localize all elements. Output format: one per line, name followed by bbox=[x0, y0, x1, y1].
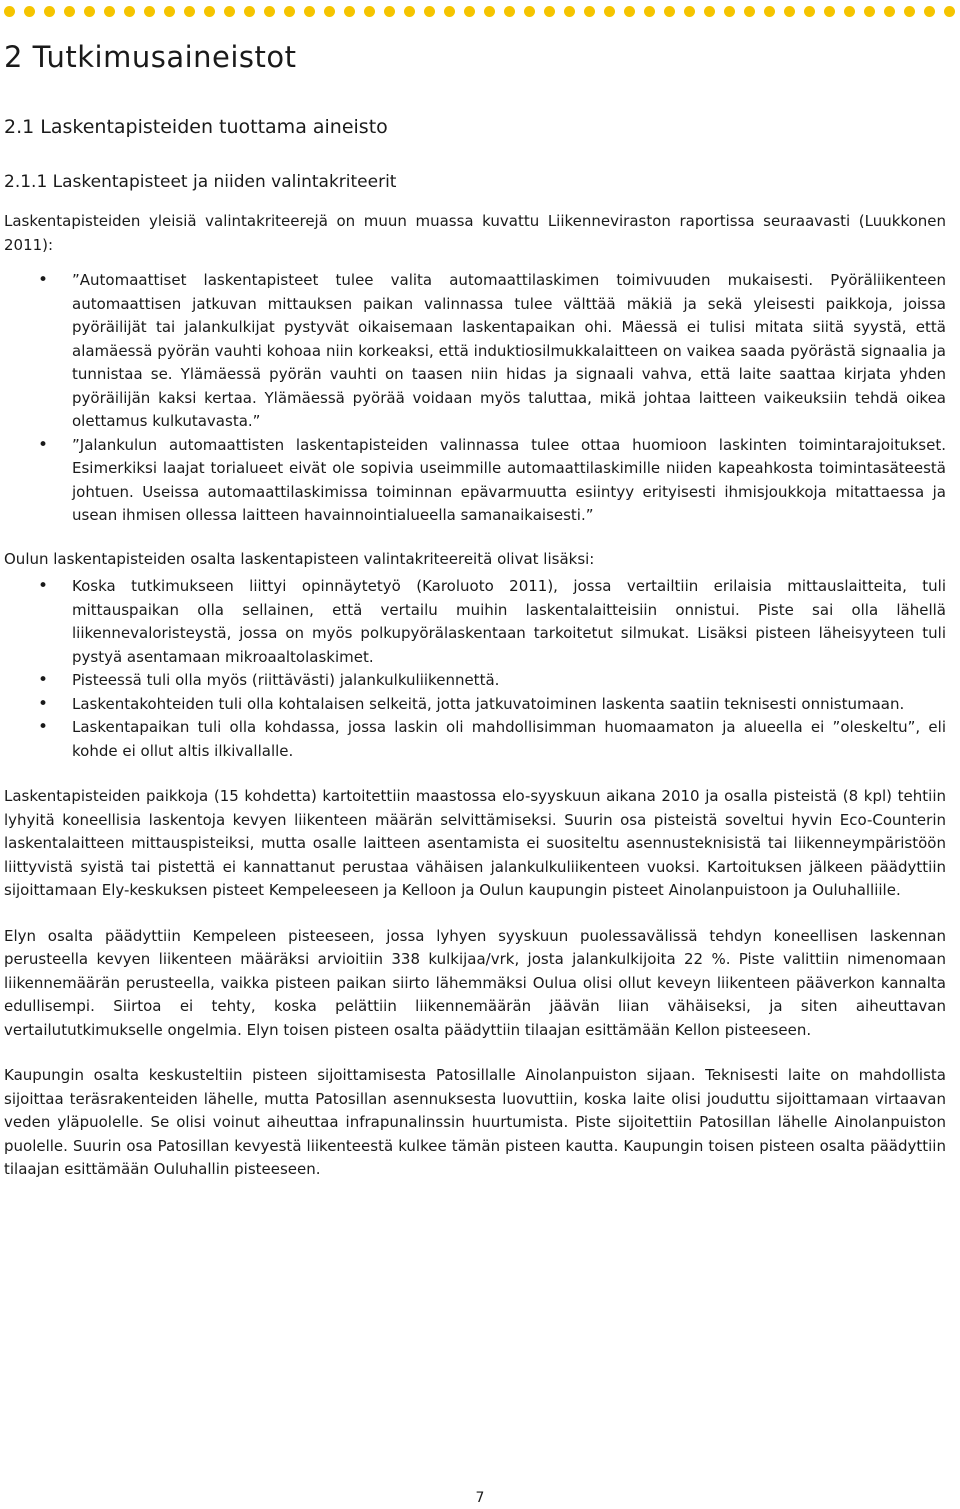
header-dot bbox=[544, 6, 555, 17]
page-number: 7 bbox=[475, 1490, 485, 1506]
header-dot bbox=[864, 6, 875, 17]
header-dot bbox=[424, 6, 435, 17]
chapter-heading: 2 Tutkimusaineistot bbox=[4, 40, 297, 74]
header-dot-decoration bbox=[0, 0, 960, 22]
quote-item-walking: • ”Jalankulun automaattisten laskentapisteiden valinnassa tulee ottaa huomioon laskinten toimintarajoitukset. Esimerkiksi laajat torialueet eivät ole sopivia useimmille automaattilaskimille niiden kapeahkosta toimintasäteestä johtuen. Useissa automaattilaskimissa toiminnan epävarmuutta esiintyy erityisesti ihmisjoukkoja mitattaessa ja usean ihmisen ollessa laitteen havainnointialueella samanaikaisesti.” bbox=[72, 434, 946, 528]
header-dot bbox=[364, 6, 375, 17]
header-dot bbox=[464, 6, 475, 17]
header-dot bbox=[204, 6, 215, 17]
header-dot bbox=[744, 6, 755, 17]
header-dot bbox=[604, 6, 615, 17]
header-dot bbox=[284, 6, 295, 17]
header-dot bbox=[264, 6, 275, 17]
header-dot bbox=[124, 6, 135, 17]
header-dot bbox=[944, 6, 955, 17]
oulu-criteria-intro: Oulun laskentapisteiden osalta laskentapisteen valintakriteereitä olivat lisäksi: bbox=[4, 549, 595, 568]
criteria-item: • Laskentapaikan tuli olla kohdassa, jossa laskin oli mahdollisimman huomaamaton ja alueella ei ”oleskeltu”, eli kohde ei ollut altis ilkivallalle. bbox=[72, 716, 946, 763]
oulu-criteria-list bbox=[4, 575, 946, 763]
header-dot bbox=[244, 6, 255, 17]
header-dot bbox=[164, 6, 175, 17]
section-heading: 2.1 Laskentapisteiden tuottama aineisto bbox=[4, 116, 388, 138]
body-paragraph: Kaupungin osalta keskusteltiin pisteen sijoittamisesta Patosillalle Ainolanpuiston sijaan. Teknisesti laite on mahdollista sijoittaa teräsrakenteiden lähelle, mutta Patosillan asennuksesta luovuttiin, koska laite olisi jouduttu sijoittamaan virtaavan veden yläpuolelle. Se olisi voinut aiheuttaa infrapunalinssin huurtumista. Piste sijoitettiin Patosillan lähelle Ainolanpuiston puolelle. Suurin osa Patosillan kevyestä liikenteestä kulkee tämän pisteen kautta. Kaupungin toisen pisteen osalta päädyttiin tilaajan esittämään Ouluhallin pisteeseen. bbox=[4, 1066, 946, 1179]
header-dot bbox=[724, 6, 735, 17]
subsection-heading: 2.1.1 Laskentapisteet ja niiden valintakriteerit bbox=[4, 171, 397, 192]
header-dot bbox=[4, 6, 15, 17]
header-dot bbox=[224, 6, 235, 17]
body-paragraph: Laskentapisteiden paikkoja (15 kohdetta) kartoitettiin maastossa elo-syyskuun aikana 2010 ja osalla pisteistä (8 kpl) tehtiin lyhyitä koneellisia laskentoja kevyen liikenteen määrän selvittämiseksi. Suurin osa pisteistä soveltui hyvin Eco-Counterin laskentalaitteen mittauspisteiksi, mutta osalle laitteen asentamista ei suositeltu asennusteknisistä tai liikenneympäristöön liittyvistä syistä tai pistettä ei kannattanut perustaa vähäisen jalankulkuliikenteen vuoksi. Kartoituksen jälkeen päädyttiin sijoittamaan Ely-keskuksen pisteet Kempeleeseen ja Kelloon ja Oulun kaupungin pisteet Ainolanpuistoon ja Ouluhalliile. bbox=[4, 787, 946, 900]
header-dot bbox=[764, 6, 775, 17]
header-dot bbox=[824, 6, 835, 17]
header-dot bbox=[704, 6, 715, 17]
header-dot bbox=[664, 6, 675, 17]
header-dot bbox=[644, 6, 655, 17]
criteria-item: • Koska tutkimukseen liittyi opinnäytetyö (Karoluoto 2011), jossa vertailtiin erilaisia mittauslaitteita, tuli mittauspaikan olla sellainen, että vertailu muihin laskentalaitteisiin onnistui. Piste sai olla lähellä liikennevaloristeystä, jossa on myös polkupyörälaskentaan tarkoitetut silmukat. Lisäksi pisteen läheisyyteen tuli pystyä asentamaan mikroaaltolaskimet. bbox=[72, 575, 946, 669]
header-dot bbox=[404, 6, 415, 17]
header-dot bbox=[24, 6, 35, 17]
header-dot bbox=[584, 6, 595, 17]
quote-list bbox=[4, 269, 946, 528]
header-dot bbox=[904, 6, 915, 17]
header-dot bbox=[304, 6, 315, 17]
document-page bbox=[4, 40, 946, 1182]
header-dot bbox=[524, 6, 535, 17]
header-dot bbox=[884, 6, 895, 17]
header-dot bbox=[784, 6, 795, 17]
header-dot bbox=[64, 6, 75, 17]
header-dot bbox=[44, 6, 55, 17]
header-dot bbox=[564, 6, 575, 17]
criteria-item: • Laskentakohteiden tuli olla kohtalaisen selkeitä, jotta jatkuvatoiminen laskenta saatiin teknisesti onnistumaan. bbox=[72, 693, 946, 717]
header-dot bbox=[484, 6, 495, 17]
criteria-item: • Pisteessä tuli olla myös (riittävästi) jalankulkuliikennettä. bbox=[72, 669, 946, 693]
quote-item-cycling: • ”Automaattiset laskentapisteet tulee valita automaattilaskimen toimivuuden mukaisesti. Pyöräliikenteen automaattisen jatkuvan mittauksen paikan valinnassa tulee välttää mäkiä ja sekä yleisesti paikkoja, joissa pyöräilijät tai jalankulkijat pystyvät oikaisemaan laskentapaikan ohi. Mäessä ei tulisi mitata siitä syystä, että alamäessä pyörän vauhti kohoaa niin korkeaksi, että induktiosilmukkalaitteen on vaikea saada pyörästä signaalia ja tunnistaa se. Ylämäessä pyörän vauhti on taasen niin hidas ja signaali vahva, että laite saattaa kirjata yhden pyöräilijän kaksi kertaa. Ylämäessä pyörää voidaan myös taluttaa, mikä johtaa laitteen vaikeuksiin tehdä oikea olettamus kulkutavasta.” bbox=[72, 269, 946, 434]
intro-paragraph: Laskentapisteiden yleisiä valintakriteerejä on muun muassa kuvattu Liikenneviraston raportissa seuraavasti (Luukkonen 2011): bbox=[4, 212, 946, 254]
header-dot bbox=[184, 6, 195, 17]
header-dot bbox=[924, 6, 935, 17]
header-dot bbox=[844, 6, 855, 17]
header-dot bbox=[504, 6, 515, 17]
header-dot bbox=[624, 6, 635, 17]
header-dot bbox=[384, 6, 395, 17]
header-dot bbox=[804, 6, 815, 17]
header-dot bbox=[684, 6, 695, 17]
header-dot bbox=[444, 6, 455, 17]
header-dot bbox=[344, 6, 355, 17]
header-dot bbox=[84, 6, 95, 17]
header-dot bbox=[324, 6, 335, 17]
header-dot bbox=[104, 6, 115, 17]
body-paragraph: Elyn osalta päädyttiin Kempeleen pisteeseen, jossa lyhyen syyskuun puolessavälissä tehdyn koneellisen laskennan perusteella kevyen liikenteen määräksi arvioitiin 338 kulkijaa/vrk, josta jalankulkijoita 22 %. Piste valittiin nimenomaan liikennemäärän perusteella, vaikka pisteen paikan siirto lähemmäksi Oulua olisi ollut keveyn liikenteen pääverkon kannalta edullisempi. Siirtoa ei tehty, koska pelättiin liikennemäärän jäävän liian vähäiseksi, ja siten aiheuttavan vertailututkimukselle ongelmia. Elyn toisen pisteen osalta päädyttiin tilaajan esittämään Kellon pisteeseen. bbox=[4, 926, 946, 1039]
header-dot bbox=[144, 6, 155, 17]
